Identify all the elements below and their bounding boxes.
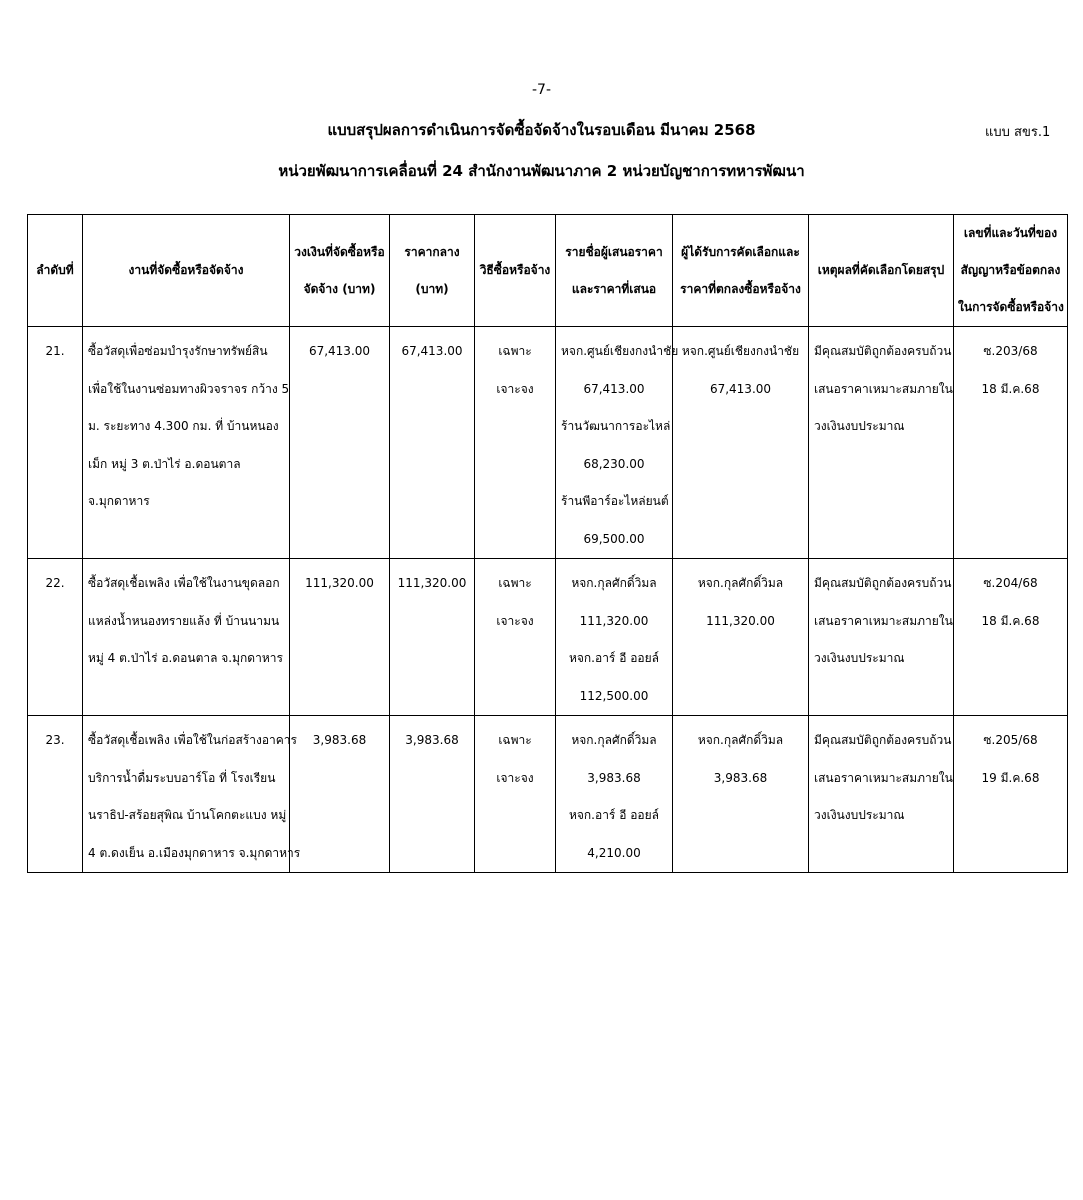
- winner-name: หจก.ศูนย์เชียงกงนำชัย: [681, 344, 800, 358]
- bidder-name: ร้านพีอาร์อะไหล่ยนต์: [561, 494, 669, 508]
- row-winner: [673, 559, 809, 716]
- header-bidders-line1: รายชื่อผู้เสนอราคา: [565, 244, 663, 259]
- row-no: 22.: [28, 559, 83, 716]
- winner-name: หจก.กุลศักดิ์วิมล: [697, 733, 784, 747]
- row-work: [83, 559, 290, 716]
- contract-number: ซ.204/68: [983, 576, 1038, 590]
- reason-line: เสนอราคาเหมาะสมภายใน: [814, 381, 953, 396]
- row-work-line: บริการน้ำดื่มระบบอาร์โอ ที่ โรงเรียน: [88, 770, 276, 785]
- row-contract: [954, 716, 1068, 873]
- reason-line: วงเงินงบประมาณ: [814, 651, 905, 665]
- reason-line: วงเงินงบประมาณ: [814, 419, 905, 433]
- row-work-line: หมู่ 4 ต.ป่าไร่ อ.ดอนตาล จ.มุกดาหาร: [88, 651, 283, 665]
- procurement-table: [27, 214, 1068, 873]
- header-contract-line3: ในการจัดซื้อหรือจ้าง: [958, 300, 1064, 314]
- row-work-line: เม็ก หมู่ 3 ต.ป่าไร่ อ.ดอนตาล: [88, 456, 241, 471]
- table-row: [28, 559, 1068, 716]
- row-budget: 111,320.00: [290, 559, 390, 716]
- row-median-price: 67,413.00: [390, 327, 475, 559]
- bidder-price: 68,230.00: [583, 456, 645, 471]
- row-method: เฉพาะเจาะจง: [475, 716, 556, 873]
- row-winner: [673, 716, 809, 873]
- row-winner: [673, 327, 809, 559]
- header-reason: เหตุผลที่คัดเลือกโดยสรุป: [809, 215, 954, 327]
- row-method: เฉพาะเจาะจง: [475, 559, 556, 716]
- row-no: 21.: [28, 327, 83, 559]
- row-contract: [954, 327, 1068, 559]
- header-budget-line1: วงเงินที่จัดซื้อหรือ: [294, 244, 385, 259]
- winner-price: 3,983.68: [713, 770, 768, 785]
- form-code: แบบ สขร.1: [985, 125, 1051, 140]
- contract-date: 19 มี.ค.68: [981, 770, 1040, 785]
- bidder-price: 111,320.00: [579, 613, 649, 628]
- row-bidders: [556, 716, 673, 873]
- bidder-price: 4,210.00: [587, 845, 641, 860]
- reason-line: มีคุณสมบัติถูกต้องครบถ้วน: [814, 576, 952, 590]
- bidder-price: 3,983.68: [587, 770, 641, 785]
- header-work: งานที่จัดซื้อหรือจัดจ้าง: [83, 215, 290, 327]
- header-contract: [954, 215, 1068, 327]
- contract-number: ซ.203/68: [983, 344, 1038, 358]
- header-median-line2: (บาท): [415, 281, 449, 296]
- header-row: [28, 215, 1068, 327]
- header-contract-line1: เลขที่และวันที่ของ: [963, 226, 1058, 240]
- header-budget-line2: จัดจ้าง (บาท): [303, 281, 376, 296]
- contract-date: 18 มี.ค.68: [981, 381, 1040, 396]
- header-contract-line2: สัญญาหรือข้อตกลง: [960, 263, 1061, 277]
- report-title: แบบสรุปผลการดำเนินการจัดซื้อจัดจ้างในรอบเดือน มีนาคม 2568: [327, 121, 756, 139]
- row-work-line: 4 ต.ดงเย็น อ.เมืองมุกดาหาร จ.มุกดาหาร: [88, 845, 301, 860]
- header-budget: [290, 215, 390, 327]
- winner-name: หจก.กุลศักดิ์วิมล: [697, 576, 784, 590]
- row-bidders: [556, 327, 679, 559]
- bidder-name: ร้านวัฒนาการอะไหล่: [561, 419, 671, 433]
- page-number: -7-: [531, 82, 551, 98]
- row-work-line: ซื้อวัสดุเชื้อเพลิง เพื่อใช้ในงานขุดลอก: [88, 576, 280, 590]
- bidder-name: หจก.ศูนย์เชียงกงนำชัย: [561, 344, 679, 358]
- header-winner-line2: ราคาที่ตกลงซื้อหรือจ้าง: [680, 281, 801, 296]
- row-work-line: เพื่อใช้ในงานซ่อมทางผิวจราจร กว้าง 5: [88, 381, 290, 396]
- row-work-line: ซื้อวัสดุเพื่อซ่อมบำรุงรักษาทรัพย์สิน: [88, 344, 268, 358]
- reason-line: เสนอราคาเหมาะสมภายใน: [814, 613, 953, 628]
- table-row: [28, 716, 1068, 873]
- row-budget: 67,413.00: [290, 327, 390, 559]
- header-winner: [673, 215, 809, 327]
- header-bidders-line2: และราคาที่เสนอ: [571, 281, 657, 296]
- row-work: [83, 327, 290, 559]
- header-median-price: [390, 215, 475, 327]
- row-method: เฉพาะเจาะจง: [475, 327, 556, 559]
- bidder-name: หจก.อาร์ อี ออยล์: [568, 808, 660, 822]
- winner-price: 67,413.00: [709, 381, 772, 396]
- bidder-name: หจก.กุลศักดิ์วิมล: [571, 733, 657, 747]
- bidder-name: หจก.กุลศักดิ์วิมล: [571, 576, 657, 590]
- header-bidders: [556, 215, 673, 327]
- header-winner-line1: ผู้ได้รับการคัดเลือกและ: [681, 244, 800, 259]
- row-bidders: [556, 559, 673, 716]
- row-median-price: 111,320.00: [390, 559, 475, 716]
- row-contract: [954, 559, 1068, 716]
- row-no: 23.: [28, 716, 83, 873]
- row-median-price: 3,983.68: [390, 716, 475, 873]
- reason-line: เสนอราคาเหมาะสมภายใน: [814, 770, 953, 785]
- table-row: [28, 327, 1068, 559]
- row-work-line: นราธิป-สร้อยสุพิณ บ้านโคกตะแบง หมู่: [88, 808, 287, 822]
- row-reason: [809, 559, 954, 716]
- report-subtitle: หน่วยพัฒนาการเคลื่อนที่ 24 สำนักงานพัฒนาภาค 2 หน่วยบัญชาการทหารพัฒนา: [278, 162, 805, 180]
- row-work-line: ม. ระยะทาง 4.300 กม. ที่ บ้านหนอง: [88, 419, 279, 433]
- reason-line: วงเงินงบประมาณ: [814, 808, 905, 822]
- header-median-line1: ราคากลาง: [404, 244, 460, 259]
- winner-price: 111,320.00: [706, 613, 775, 628]
- reason-line: มีคุณสมบัติถูกต้องครบถ้วน: [814, 733, 952, 747]
- bidder-price: 67,413.00: [583, 381, 645, 396]
- contract-number: ซ.205/68: [983, 733, 1038, 747]
- row-work-line: จ.มุกดาหาร: [88, 494, 150, 508]
- header-no: ลำดับที่: [28, 215, 83, 327]
- header-method: วิธีซื้อหรือจ้าง: [475, 215, 556, 327]
- contract-date: 18 มี.ค.68: [981, 613, 1040, 628]
- row-budget: 3,983.68: [290, 716, 390, 873]
- row-work-line: แหล่งน้ำหนองทรายแล้ง ที่ บ้านนามน: [88, 613, 280, 628]
- bidder-price: 112,500.00: [579, 688, 649, 703]
- row-reason: [809, 327, 954, 559]
- bidder-price: 69,500.00: [583, 531, 645, 546]
- row-reason: [809, 716, 954, 873]
- bidder-name: หจก.อาร์ อี ออยล์: [568, 651, 660, 665]
- row-work-line: ซื้อวัสดุเชื้อเพลิง เพื่อใช้ในก่อสร้างอาคาร: [88, 733, 297, 747]
- reason-line: มีคุณสมบัติถูกต้องครบถ้วน: [814, 344, 952, 358]
- row-work: [83, 716, 301, 873]
